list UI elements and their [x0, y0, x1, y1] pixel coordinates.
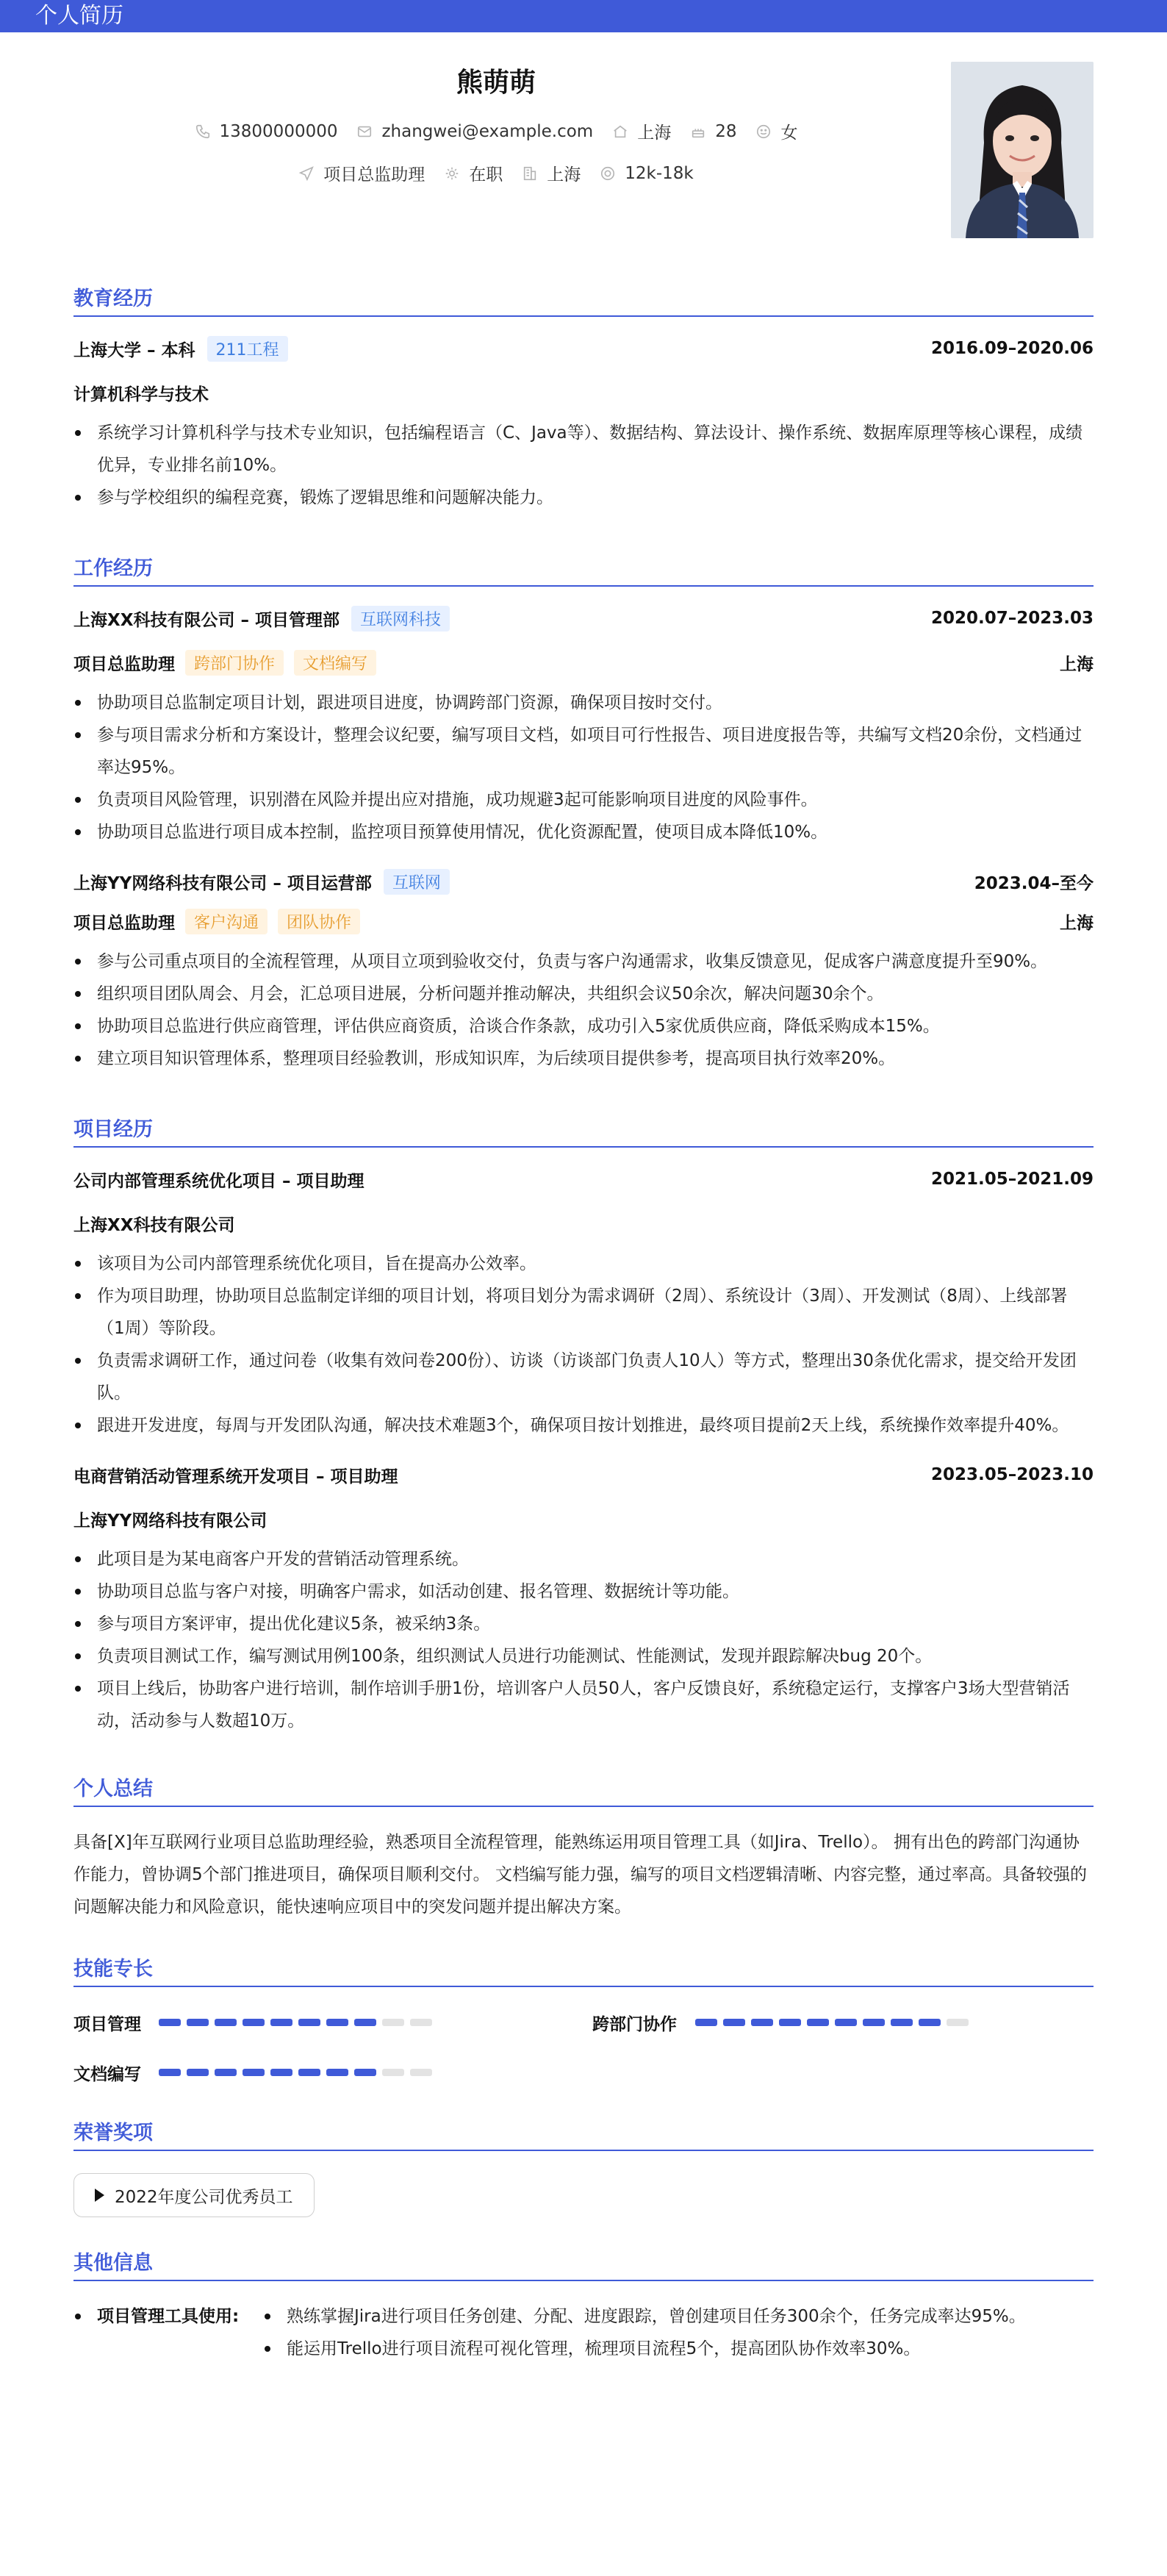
work-entry	[73, 606, 1094, 848]
work-entry	[73, 869, 1094, 1075]
salary-text: 12k-18k	[625, 163, 694, 183]
skill-segment	[919, 2019, 941, 2026]
email-info	[356, 122, 593, 141]
resume-page	[73, 32, 1094, 2365]
skill-segment	[779, 2019, 801, 2026]
list-item: 参与公司重点项目的全流程管理，从项目立项到验收交付，负责与客户沟通需求，收集反馈意见，促成客户满意度提升至90%。	[73, 945, 1094, 978]
list-item: 此项目是为某电商客户开发的营销活动管理系统。	[73, 1543, 1094, 1575]
major-name: 计算机科学与技术	[73, 384, 209, 404]
list-item: 协助项目总监制定项目计划，跟进项目进度，协调跨部门资源，确保项目按时交付。	[73, 687, 1094, 719]
job-role: 项目总监助理	[73, 654, 175, 674]
project-entry	[73, 1167, 1094, 1442]
skill-segment	[410, 2069, 432, 2076]
gear-icon	[444, 165, 460, 182]
company-name: 上海XX科技有限公司 – 项目管理部	[73, 610, 340, 630]
skill-segment	[410, 2019, 432, 2026]
role-tag: 客户沟通	[185, 909, 267, 934]
project-bullets	[73, 1248, 1094, 1442]
award-text: 2022年度公司优秀员工	[115, 2187, 293, 2207]
cake-icon	[690, 124, 706, 140]
skill-segment	[723, 2019, 745, 2026]
skill-segment	[187, 2069, 209, 2076]
phone-icon	[195, 124, 211, 140]
skill-segment	[751, 2019, 773, 2026]
list-item: 组织项目团队周会、月会，汇总项目进展，分析问题并推动解决，共组织会议50余次，解决问题30余个。	[73, 978, 1094, 1010]
skill-segment	[354, 2069, 376, 2076]
skill-segment	[270, 2019, 292, 2026]
summary-title: 个人总结	[73, 1772, 1094, 1807]
work-bullets	[73, 687, 1094, 848]
work-bullets	[73, 945, 1094, 1075]
skill-name: 跨部门协作	[592, 2014, 677, 2034]
awards-section	[73, 2117, 1094, 2217]
summary-section	[73, 1772, 1094, 1923]
other-info	[73, 2300, 1094, 2365]
work-location: 上海	[1060, 913, 1094, 933]
work-period: 2023.04–至今	[974, 873, 1094, 893]
school-tag: 211工程	[207, 336, 288, 362]
skill-item	[592, 2006, 1094, 2039]
skill-item	[73, 2056, 592, 2089]
profile-header	[73, 32, 1094, 282]
city-info	[612, 119, 671, 143]
gender-text: 女	[780, 124, 798, 143]
building-icon	[522, 165, 538, 182]
home-icon	[612, 124, 628, 140]
skill-segment	[354, 2019, 376, 2026]
candidate-name: 熊萌萌	[456, 68, 536, 98]
list-item: 负责需求调研工作，通过问卷（收集有效问卷200份）、访谈（访谈部门负责人10人）等方式，整理出30条优化需求，提交给开发团队。	[73, 1345, 1094, 1409]
awards-title: 荣誉奖项	[73, 2117, 1094, 2151]
triangle-icon	[95, 2189, 104, 2202]
skill-segment	[243, 2069, 265, 2076]
skill-segment	[243, 2019, 265, 2026]
target-city-info	[522, 161, 581, 185]
project-name: 公司内部管理系统优化项目 – 项目助理	[73, 1171, 365, 1191]
work-period: 2020.07–2023.03	[930, 609, 1094, 628]
avatar-photo	[951, 62, 1094, 238]
list-item: 参与项目需求分析和方案设计，整理会议纪要，编写项目文档，如项目可行性报告、项目进度报告等，共编写文档20余份，文档通过率达95%。	[73, 719, 1094, 784]
skill-segment	[270, 2069, 292, 2076]
skill-segment	[159, 2019, 181, 2026]
skill-item	[73, 2006, 592, 2039]
skill-level-bar	[159, 2019, 432, 2026]
list-item: 参与学校组织的编程竞赛，锻炼了逻辑思维和问题解决能力。	[73, 482, 1094, 514]
project-entry	[73, 1462, 1094, 1737]
education-title: 教育经历	[73, 282, 1094, 317]
list-item: 建立项目知识管理体系，整理项目经验教训，形成知识库，为后续项目提供参考，提高项目执行效率20%。	[73, 1042, 1094, 1075]
company-name: 上海YY网络科技有限公司 – 项目运营部	[73, 873, 372, 893]
skill-segment	[298, 2069, 320, 2076]
skill-segment	[835, 2019, 857, 2026]
phone-info	[195, 122, 338, 141]
school-name: 上海大学 – 本科	[73, 340, 195, 360]
send-icon	[298, 165, 315, 182]
skill-name: 项目管理	[73, 2014, 141, 2034]
list-item: 作为项目助理，协助项目总监制定详细的项目计划，将项目划分为需求调研（2周）、系统设计（3周）、开发测试（8周）、上线部署（1周）等阶段。	[73, 1280, 1094, 1345]
project-company: 上海YY网络科技有限公司	[73, 1511, 267, 1531]
role-tag: 团队协作	[278, 909, 360, 934]
skill-level-bar	[159, 2069, 432, 2076]
target-city-text: 上海	[547, 165, 581, 185]
skill-segment	[159, 2069, 181, 2076]
phone-text: 13800000000	[219, 121, 338, 141]
summary-text: 具备[X]年互联网行业项目总监助理经验，熟悉项目全流程管理，能熟练运用项目管理工具（如Jira、Trello）。 拥有出色的跨部门沟通协作能力，曾协调5个部门推进项目，确保项目顺利交付。 文档编写能力强，编写的项目文档逻辑清晰、内容完整，通过率高。具备较强的问题解决能力和风险意识，能快速响应项目中的突发问题并提出解决方案。	[73, 1833, 1087, 1917]
other-bullets	[263, 2300, 1026, 2365]
list-item: 该项目为公司内部管理系统优化项目，旨在提高办公效率。	[73, 1248, 1094, 1280]
list-item: 协助项目总监进行供应商管理，评估供应商资质，洽谈合作条款，成功引入5家优质供应商，降低采购成本15%。	[73, 1010, 1094, 1042]
email-text: zhangwei@example.com	[381, 121, 594, 141]
work-title: 工作经历	[73, 552, 1094, 587]
list-item: 跟进开发进度，每周与开发团队沟通，解决技术难题3个，确保项目按计划推进，最终项目提前2天上线，系统操作效率提升40%。	[73, 1409, 1094, 1442]
skill-level-bar	[695, 2019, 969, 2026]
skill-segment	[187, 2019, 209, 2026]
other-section	[73, 2247, 1094, 2365]
projects-title: 项目经历	[73, 1113, 1094, 1148]
industry-tag: 互联网	[384, 869, 450, 895]
work-location: 上海	[1060, 654, 1094, 674]
list-item: 能运用Trello进行项目流程可视化管理，梳理项目流程5个，提高团队协作效率30%。	[263, 2333, 1026, 2365]
gender-info	[755, 119, 797, 143]
top-banner	[0, 0, 1167, 32]
industry-tag: 互联网科技	[351, 606, 450, 632]
skill-segment	[695, 2019, 717, 2026]
skill-segment	[947, 2019, 969, 2026]
award-item	[73, 2173, 315, 2217]
skill-segment	[326, 2019, 348, 2026]
skills-grid	[73, 2006, 1094, 2089]
project-name: 电商营销活动管理系统开发项目 – 项目助理	[73, 1467, 398, 1486]
mail-icon	[356, 124, 373, 140]
skill-segment	[382, 2019, 404, 2026]
list-item: 负责项目风险管理，识别潜在风险并提出应对措施，成功规避3起可能影响项目进度的风险事件。	[73, 784, 1094, 816]
skills-title: 技能专长	[73, 1953, 1094, 1987]
work-section	[73, 552, 1094, 1075]
role-tag: 文档编写	[294, 650, 376, 676]
skill-segment	[326, 2069, 348, 2076]
list-item: 熟练掌握Jira进行项目任务创建、分配、进度跟踪，曾创建项目任务300余个，任务完成率达95%。	[263, 2300, 1026, 2333]
project-period: 2021.05–2021.09	[930, 1170, 1094, 1189]
education-bullets	[73, 417, 1094, 514]
coin-icon	[600, 165, 616, 182]
list-item: 协助项目总监与客户对接，明确客户需求，如活动创建、报名管理、数据统计等功能。	[73, 1575, 1094, 1608]
list-item: 负责项目测试工作，编写测试用例100条，组织测试人员进行功能测试、性能测试，发现并跟踪解决bug 20个。	[73, 1640, 1094, 1672]
skill-name: 文档编写	[73, 2064, 141, 2084]
education-entry	[73, 336, 1094, 514]
status-text: 在职	[469, 165, 503, 185]
skill-segment	[298, 2019, 320, 2026]
job-intent-row	[73, 161, 919, 185]
skill-segment	[807, 2019, 829, 2026]
city-text: 上海	[637, 124, 672, 143]
projects-section	[73, 1113, 1094, 1737]
list-item: 项目上线后，协助客户进行培训，制作培训手册1份，培训客户人员50人，客户反馈良好，系统稳定运行，支撑客户3场大型营销活动，活动参与人数超10万。	[73, 1672, 1094, 1737]
target-job-info	[298, 161, 425, 185]
list-item: 系统学习计算机科学与技术专业知识，包括编程语言（C、Java等）、数据结构、算法设计、操作系统、数据库原理等核心课程，成绩优异，专业排名前10%。	[73, 417, 1094, 482]
target-job-text: 项目总监助理	[323, 165, 425, 185]
face-icon	[755, 124, 772, 140]
status-info	[444, 161, 503, 185]
skill-segment	[215, 2069, 237, 2076]
education-section	[73, 282, 1094, 514]
project-company: 上海XX科技有限公司	[73, 1215, 235, 1235]
skill-segment	[215, 2019, 237, 2026]
job-role: 项目总监助理	[73, 913, 175, 933]
age-info	[690, 122, 736, 141]
list-item: 协助项目总监进行项目成本控制，监控项目预算使用情况，优化资源配置，使项目成本降低10%。	[73, 816, 1094, 848]
project-period: 2023.05–2023.10	[930, 1465, 1094, 1484]
resume-title: 个人简历	[35, 3, 123, 29]
skill-segment	[382, 2069, 404, 2076]
education-period: 2016.09–2020.06	[930, 339, 1094, 358]
list-item: 参与项目方案评审，提出优化建议5条，被采纳3条。	[73, 1608, 1094, 1640]
role-tag: 跨部门协作	[185, 650, 284, 676]
contact-row	[73, 119, 919, 143]
skill-segment	[891, 2019, 913, 2026]
age-text: 28	[715, 121, 737, 141]
salary-info	[600, 164, 693, 183]
skill-segment	[863, 2019, 885, 2026]
project-bullets	[73, 1543, 1094, 1737]
skills-section	[73, 1953, 1094, 2089]
other-title: 其他信息	[73, 2247, 1094, 2281]
other-label: 项目管理工具使用:	[73, 2300, 263, 2365]
